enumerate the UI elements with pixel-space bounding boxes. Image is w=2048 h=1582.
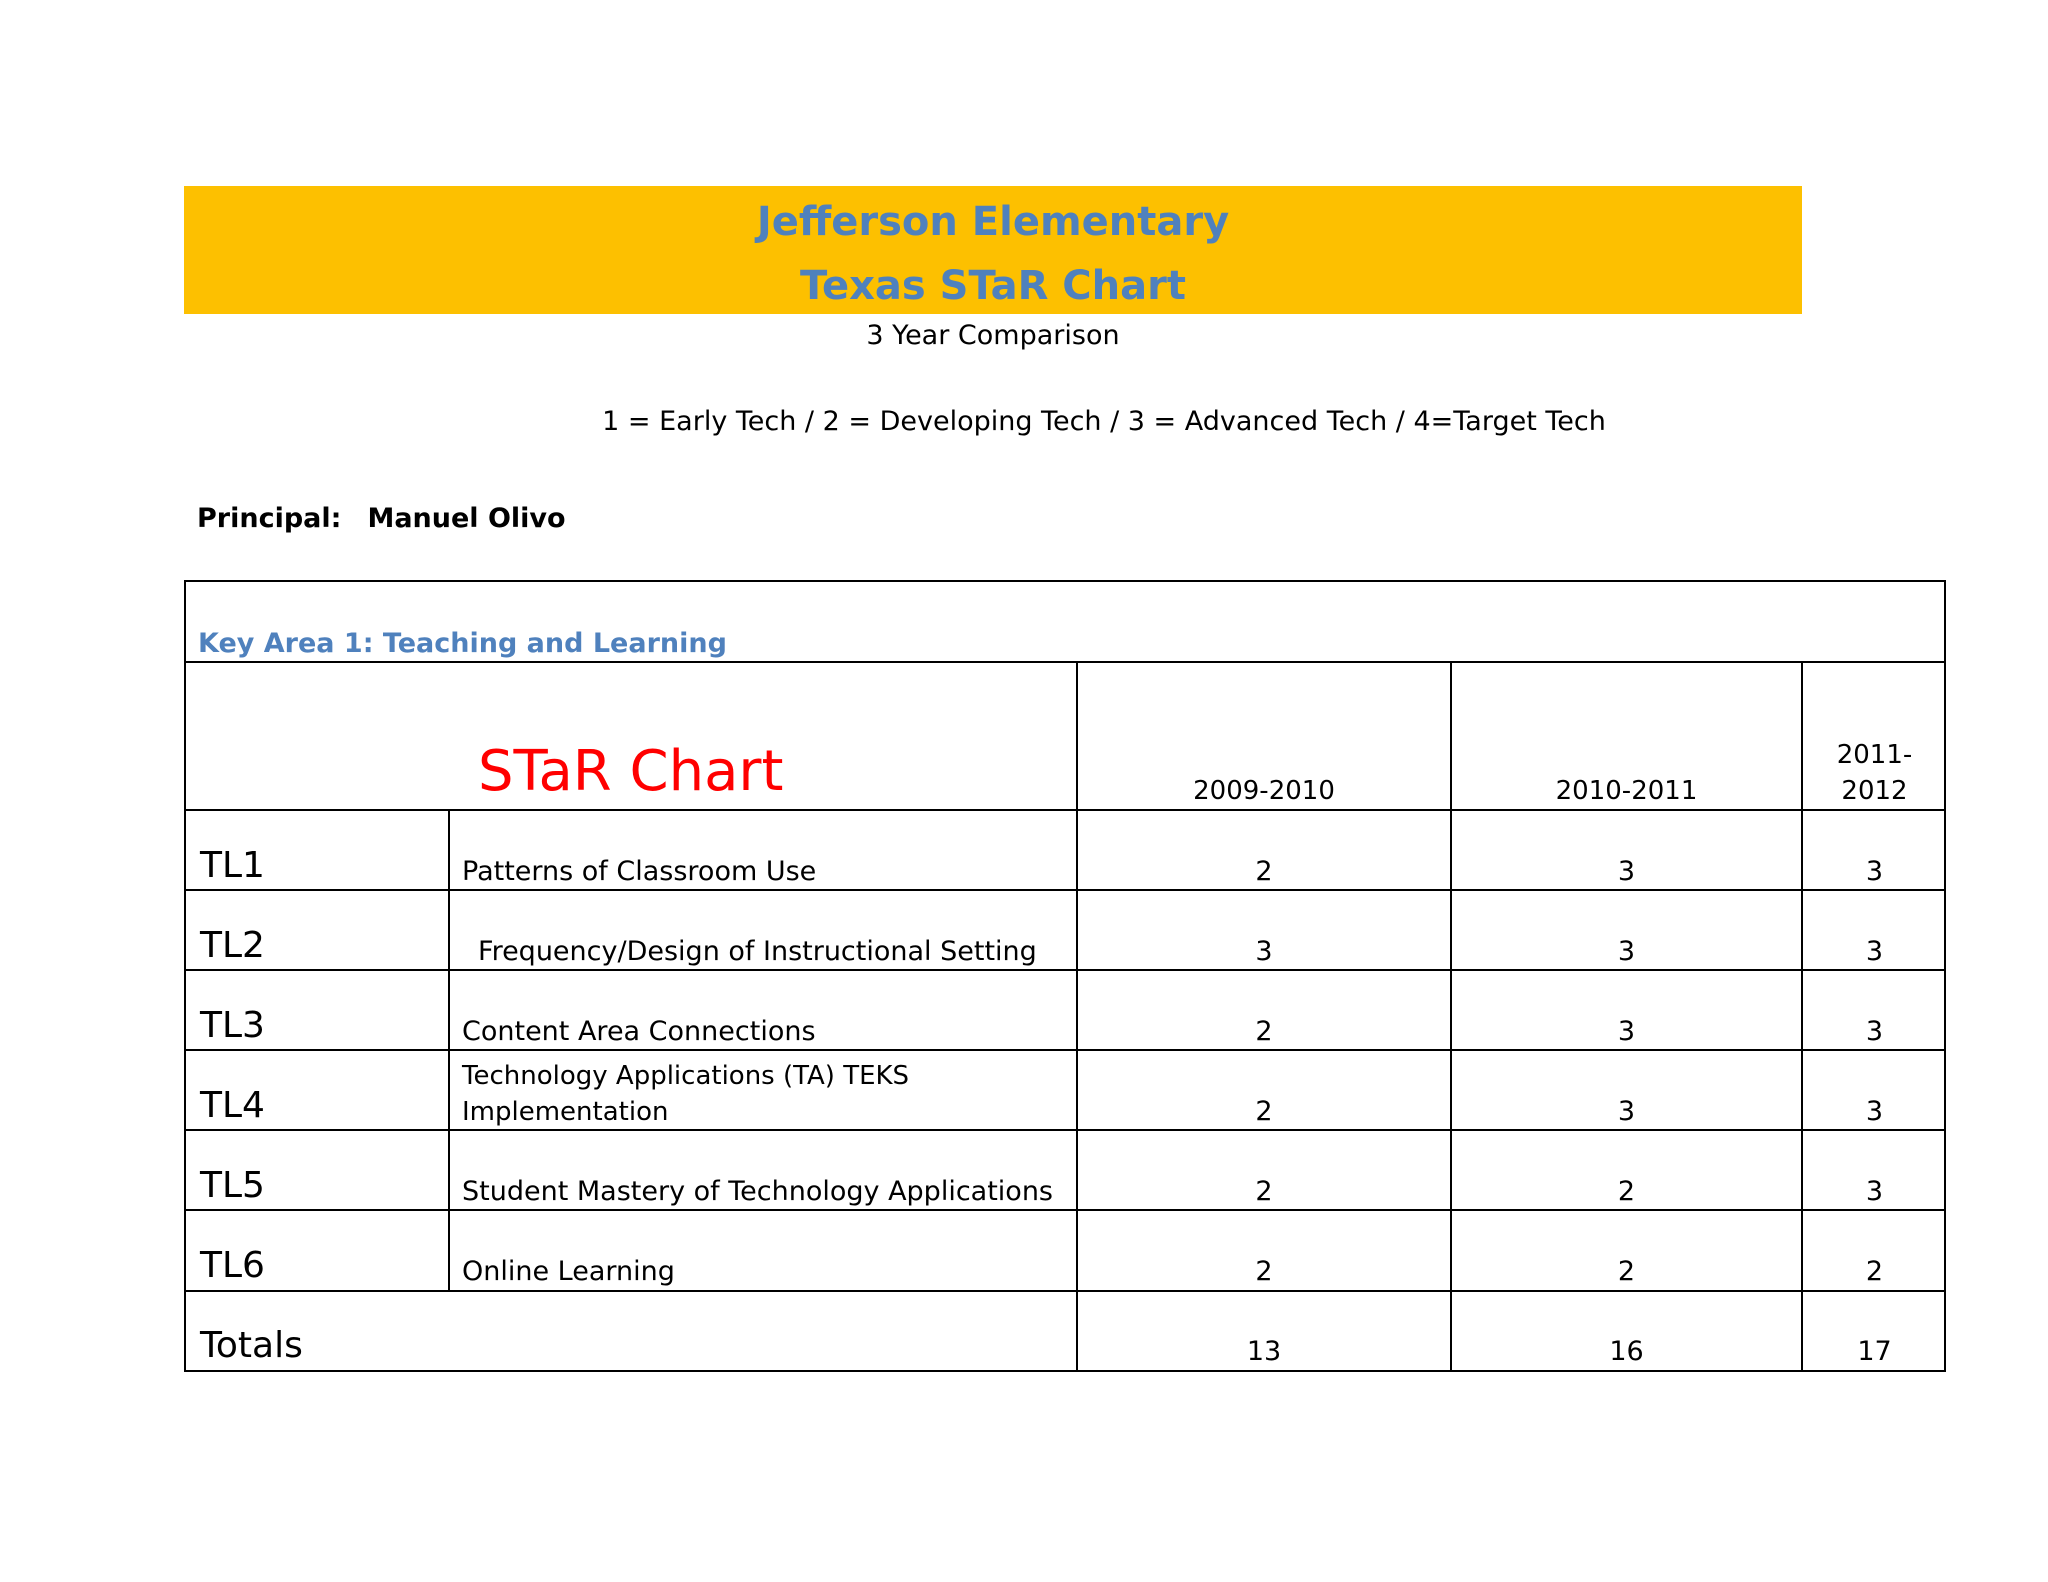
totals-label: Totals xyxy=(200,1325,303,1366)
principal-label: Principal: xyxy=(197,503,342,534)
row-name: Patterns of Classroom Use xyxy=(462,856,817,887)
row-code: TL6 xyxy=(200,1245,265,1286)
table-divider xyxy=(184,661,1946,663)
row-name: Content Area Connections xyxy=(462,1016,816,1047)
row-name: Online Learning xyxy=(462,1256,675,1287)
table-divider xyxy=(184,1290,1946,1292)
subtitle: 3 Year Comparison xyxy=(866,320,1120,351)
score-cell: 2 xyxy=(1255,1256,1273,1287)
score-cell: 3 xyxy=(1865,1016,1884,1047)
score-cell: 3 xyxy=(1865,856,1884,887)
score-cell: 2 xyxy=(1255,1176,1273,1207)
score-cell: 2 xyxy=(1255,1096,1273,1127)
score-cell: 2 xyxy=(1617,1176,1636,1207)
key-area-title: Key Area 1: Teaching and Learning xyxy=(198,628,727,659)
row-code: TL1 xyxy=(200,845,265,886)
row-name: Student Mastery of Technology Applications xyxy=(462,1176,1053,1207)
score-cell: 3 xyxy=(1617,1096,1636,1127)
table-divider xyxy=(448,809,450,1290)
year-header: 2012 xyxy=(1841,776,1908,806)
row-code: TL5 xyxy=(200,1165,265,1206)
total-cell: 17 xyxy=(1857,1336,1892,1367)
scale-legend: 1 = Early Tech / 2 = Developing Tech / 3 = Advanced Tech / 4=Target Tech xyxy=(602,406,1606,437)
row-code: TL3 xyxy=(200,1005,265,1046)
row-name-continued: Implementation xyxy=(462,1097,669,1127)
principal-name: Manuel Olivo xyxy=(367,503,566,534)
total-cell: 13 xyxy=(1246,1336,1282,1367)
score-cell: 3 xyxy=(1255,936,1273,967)
score-cell: 3 xyxy=(1865,1096,1884,1127)
score-cell: 3 xyxy=(1865,1176,1884,1207)
score-cell: 2 xyxy=(1255,856,1273,887)
score-cell: 2 xyxy=(1255,1016,1273,1047)
chart-title: Texas STaR Chart xyxy=(800,263,1186,309)
total-cell: 16 xyxy=(1609,1336,1644,1367)
year-header: 2009-2010 xyxy=(1193,776,1335,806)
row-code: TL4 xyxy=(200,1085,265,1126)
row-name: Frequency/Design of Instructional Setting xyxy=(478,936,1037,967)
row-name: Technology Applications (TA) TEKS xyxy=(462,1061,910,1091)
score-cell: 3 xyxy=(1617,1016,1636,1047)
score-cell: 3 xyxy=(1617,856,1636,887)
score-cell: 3 xyxy=(1865,936,1884,967)
principal-line xyxy=(197,505,566,532)
year-header: 2010-2011 xyxy=(1555,776,1698,806)
row-code: TL2 xyxy=(200,925,265,966)
school-name: Jefferson Elementary xyxy=(756,199,1230,245)
score-cell: 2 xyxy=(1865,1256,1884,1287)
star-chart-heading: STaR Chart xyxy=(478,739,784,804)
score-cell: 2 xyxy=(1617,1256,1636,1287)
score-cell: 3 xyxy=(1617,936,1636,967)
year-header: 2011- xyxy=(1836,740,1913,770)
